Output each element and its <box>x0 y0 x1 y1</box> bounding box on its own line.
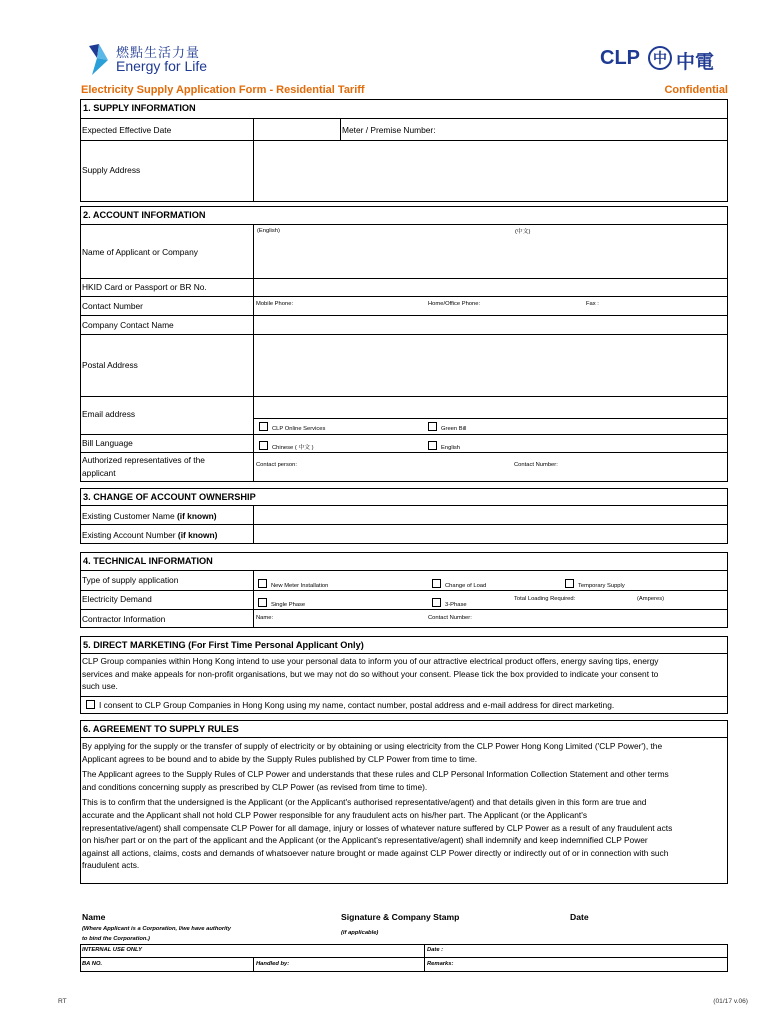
confidential-label: Confidential <box>664 84 728 96</box>
effective-date-label: Expected Effective Date <box>82 125 172 135</box>
remarks-label: Remarks: <box>427 961 454 967</box>
amperes-label: (Amperes) <box>637 596 665 602</box>
signature-stamp-label: Signature & Company Stamp <box>341 912 460 922</box>
ba-no-label: BA NO. <box>82 961 103 967</box>
logo-chinese-text: 燃點生活力量 <box>116 45 201 60</box>
contact-number-label: Contact Number <box>82 301 143 311</box>
meter-number-label: Meter / Premise Number: <box>342 125 436 135</box>
corporation-note-2: to bind the Corporation.) <box>82 936 150 942</box>
section-5-title: 5. DIRECT MARKETING (For First Time Personal Applicant Only) <box>83 640 364 650</box>
bill-language-label: Bill Language <box>82 438 133 448</box>
handled-by-label: Handled by: <box>256 961 290 967</box>
internal-date-label: Date : <box>427 947 444 953</box>
existing-name-label: Existing Customer Name (if known) <box>82 511 217 521</box>
supply-rules-text: By applying for the supply or the transfer of supply of electricity or by obtaining or using electricity from the CLP Power Hong Kong Limited ('CLP Power'), the Applicant agrees to be bound and to abide by the Supply Rules published by CLP Power from time to time. The Applicant agrees to the Supply Rules of CLP Power and understands that these rules and CLP Personal Information Collection Statement and other terms and conditions concerning supply as prescribed by CLP Power (as revised from time to time). This is to confirm that the undersigned is the Applicant (or the Applicant's authorised representative/agent) and that details given in this form are true and accurate and the Applicant shall not hold CLP Power responsible for any fraudulent acts on his/her part. The Applicant (or the Applicant's representative/agent) shall compensate CLP Power for all damage, injury or losses of whatever nature suffered by CLP Power as a result of any fraudulent acts on his/her part or on the part of the applicant and the Applicant (or the Applicant's representative/agent) shall indemnify and keep indemnified CLP Power against all actions, claims, costs and demands of whatsoever nature brought or made against CLP Power directly or indirectly out of or in connection with such fraudulent acts. <box>82 741 673 871</box>
total-loading-label: Total Loading Required: <box>514 596 576 602</box>
signature-date-label: Date <box>570 912 589 922</box>
contact-person-label: Contact person: <box>256 462 297 468</box>
mobile-phone-label: Mobile Phone: <box>256 301 294 307</box>
applicant-name-label: Name of Applicant or Company <box>82 247 198 257</box>
contractor-info-label: Contractor Information <box>82 614 166 624</box>
footer-code: RT <box>58 998 67 1005</box>
section-1-title: 1. SUPPLY INFORMATION <box>83 103 196 113</box>
postal-address-label: Postal Address <box>82 360 138 370</box>
authorized-rep-label-2: applicant <box>82 468 116 478</box>
contractor-name-label: Name: <box>256 615 274 621</box>
direct-marketing-text: CLP Group companies within Hong Kong intend to use your personal data to inform you of our attractive electrical product offers, energy saving tips, energy services and make appeals for non-profit organisations, but we may not do so without your consent. Please tick the box provided to indicate your consent to such use. <box>82 656 659 692</box>
clp-chinese-text: 中電 <box>676 52 715 73</box>
electricity-demand-label: Electricity Demand <box>82 594 152 604</box>
section-4-title: 4. TECHNICAL INFORMATION <box>83 556 213 566</box>
signature-name-input[interactable] <box>80 922 330 944</box>
single-phase-option[interactable]: Single Phase <box>258 598 305 608</box>
hkid-label: HKID Card or Passport or BR No. <box>82 282 207 292</box>
signature-date-input[interactable] <box>568 922 726 944</box>
supply-address-label: Supply Address <box>82 165 141 175</box>
form-title: Electricity Supply Application Form - Residential Tariff <box>81 84 365 96</box>
section-6-title: 6. AGREEMENT TO SUPPLY RULES <box>83 724 239 734</box>
chinese-hint: (中文) <box>515 229 531 235</box>
section-3-title: 3. CHANGE OF ACCOUNT OWNERSHIP <box>83 492 256 502</box>
english-hint: (English) <box>257 228 280 234</box>
new-meter-option[interactable]: New Meter Installation <box>258 579 328 589</box>
marketing-consent-option[interactable]: I consent to CLP Group Companies in Hong Kong using my name, contact number, postal address and e-mail address for direct marketing. <box>86 700 614 710</box>
section-2-title: 2. ACCOUNT INFORMATION <box>83 210 206 220</box>
existing-account-label: Existing Account Number (if known) <box>82 530 218 540</box>
english-language-option[interactable]: English <box>428 441 460 451</box>
green-bill-option[interactable]: Green Bill <box>428 422 466 432</box>
three-phase-option[interactable]: 3-Phase <box>432 598 467 608</box>
logo-english-text: Energy for Life <box>116 58 208 74</box>
change-load-option[interactable]: Change of Load <box>432 579 486 589</box>
signature-stamp-area[interactable] <box>340 922 560 944</box>
clp-logo-text: CLP <box>600 47 640 69</box>
internal-use-label: INTERNAL USE ONLY <box>82 947 143 953</box>
email-label: Email address <box>82 409 136 419</box>
chinese-language-option[interactable]: Chinese ( 中文 ) <box>259 441 314 451</box>
if-applicable-note: (if applicable) <box>341 930 379 936</box>
home-office-phone-label: Home/Office Phone: <box>428 301 481 307</box>
company-contact-label: Company Contact Name <box>82 320 174 330</box>
online-services-option[interactable]: CLP Online Services <box>259 422 325 432</box>
rep-contact-number-label: Contact Number: <box>514 462 558 468</box>
signature-name-label: Name <box>82 912 106 922</box>
temporary-supply-option[interactable]: Temporary Supply <box>565 579 625 589</box>
clp-seal-icon: 中 <box>648 46 672 70</box>
fax-label: Fax : <box>586 301 599 307</box>
contractor-contact-label: Contact Number: <box>428 615 472 621</box>
authorized-rep-label-1: Authorized representatives of the <box>82 455 205 465</box>
footer-version: (01/17 v.06) <box>713 998 748 1005</box>
supply-type-label: Type of supply application <box>82 575 179 585</box>
corporation-note-1: (Where Applicant is a Corporation, I/we have authority <box>82 926 231 932</box>
